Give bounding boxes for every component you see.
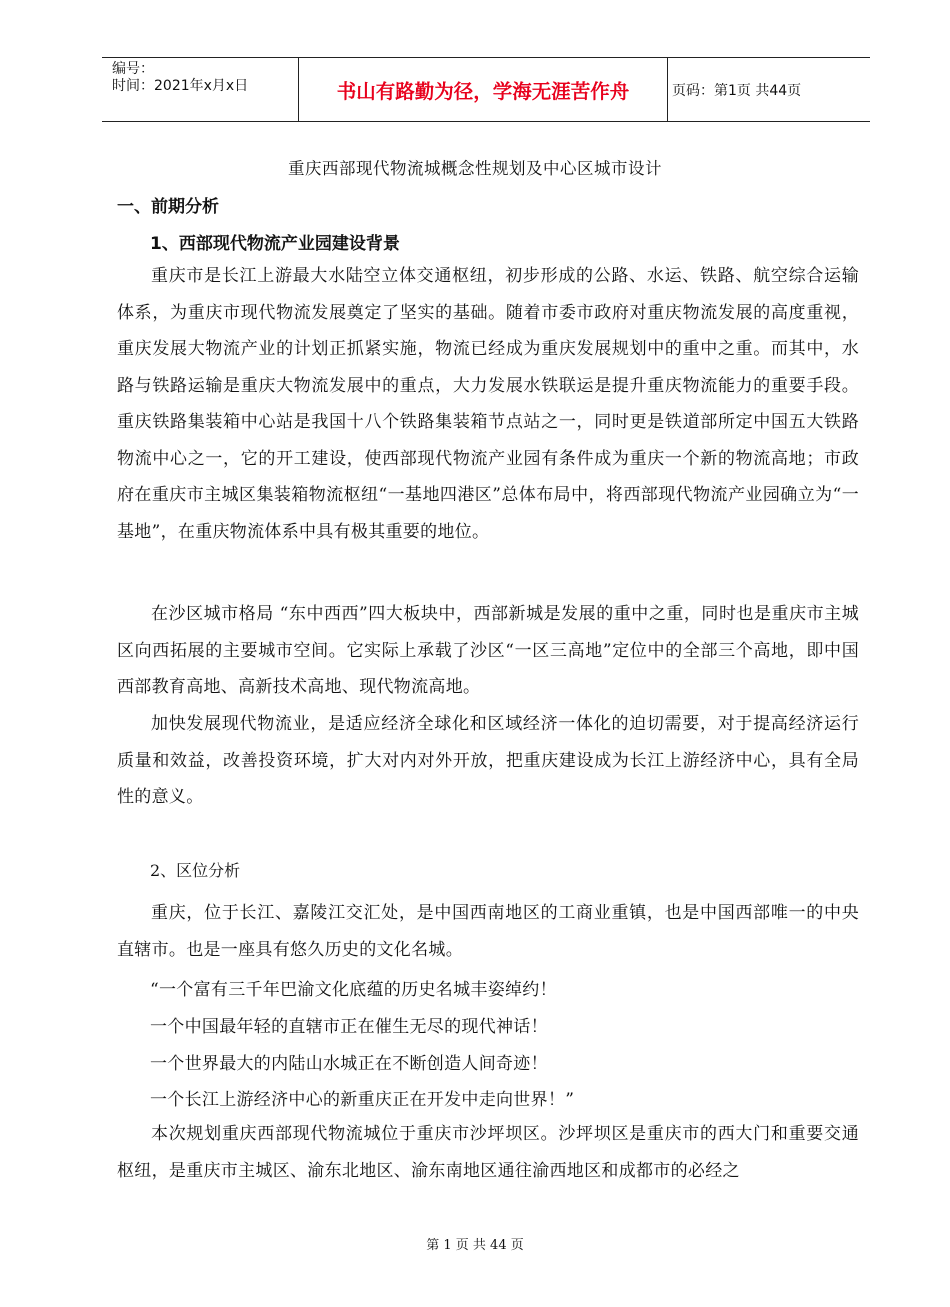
paragraph-planning-site: 本次规划重庆西部现代物流城位于重庆市沙坪坝区。沙坪坝区是重庆市的西大门和重要交通枢纽，是重庆市主城区、渝东北地区、渝东南地区通往渝西地区和成都市的必经之 <box>117 1124 859 1181</box>
quote-line: 一个世界最大的内陆山水城正在不断创造人间奇迹！ <box>150 1054 548 1074</box>
paragraph-district: 在沙区城市格局 “东中西西”四大板块中，西部新城是发展的重中之重，同时也是重庆市主城区向西拓展的主要城市空间。它实际上承载了沙区“一区三高地”定位中的全部三个高地，即中国西部教育高地、高新技术高地、现代物流高地。 <box>117 604 859 697</box>
quote-line: “一个富有三千年巴渝文化底蕴的历史名城丰姿绰约！ <box>150 980 557 1000</box>
number-label: 编号： <box>112 61 154 77</box>
section-heading-1: 一、前期分析 <box>117 197 219 217</box>
quote-line: 一个中国最年轻的直辖市正在催生无尽的现代神话！ <box>150 1017 548 1037</box>
paragraph-background: 重庆市是长江上游最大水陆空立体交通枢纽，初步形成的公路、水运、铁路、航空综合运输体系，为重庆市现代物流发展奠定了坚实的基础。随着市委市政府对重庆物流发展的高度重视，重庆发展大物流产业的计划正抓紧实施，物流已经成为重庆发展规划中的重中之重。而其中，水路与铁路运输是重庆大物流发展中的重点，大力发展水铁联运是提升重庆物流能力的重要手段。重庆铁路集装箱中心站是我国十八个铁路集装箱节点站之一，同时更是铁道部所定中国五大铁路物流中心之一，它的开工建设，使西部现代物流产业园有条件成为重庆一个新的物流高地；市政府在重庆市主城区集装箱物流枢纽“一基地四港区”总体布局中，将西部现代物流产业园确立为“一基地”，在重庆物流体系中具有极其重要的地位。 <box>117 266 859 542</box>
page-footer: 第 1 页 共 44 页 <box>426 1238 524 1253</box>
time-label: 时间：2021年x月x日 <box>112 78 249 94</box>
header-motto: 书山有路勤为径，学海无涯苦作舟 <box>336 79 630 103</box>
paragraph-significance: 加快发展现代物流业，是适应经济全球化和区域经济一体化的迫切需要，对于提高经济运行质量和效益，改善投资环境，扩大对内对外开放，把重庆建设成为长江上游经济中心，具有全局性的意义。 <box>117 714 859 807</box>
paragraph-location: 重庆，位于长江、嘉陵江交汇处，是中国西南地区的工商业重镇，也是中国西部唯一的中央直辖市。也是一座具有悠久历史的文化名城。 <box>117 903 859 960</box>
quote-line: 一个长江上游经济中心的新重庆正在开发中走向世界！” <box>150 1090 575 1110</box>
header-meta <box>112 61 248 95</box>
header-page-info: 页码：第1页 共44页 <box>672 82 802 99</box>
document-title: 重庆西部现代物流城概念性规划及中心区城市设计 <box>288 159 662 178</box>
subsection-heading-1: 1、西部现代物流产业园建设背景 <box>150 234 400 254</box>
subsection-heading-2: 2、区位分析 <box>150 861 241 880</box>
page-header <box>102 57 870 122</box>
